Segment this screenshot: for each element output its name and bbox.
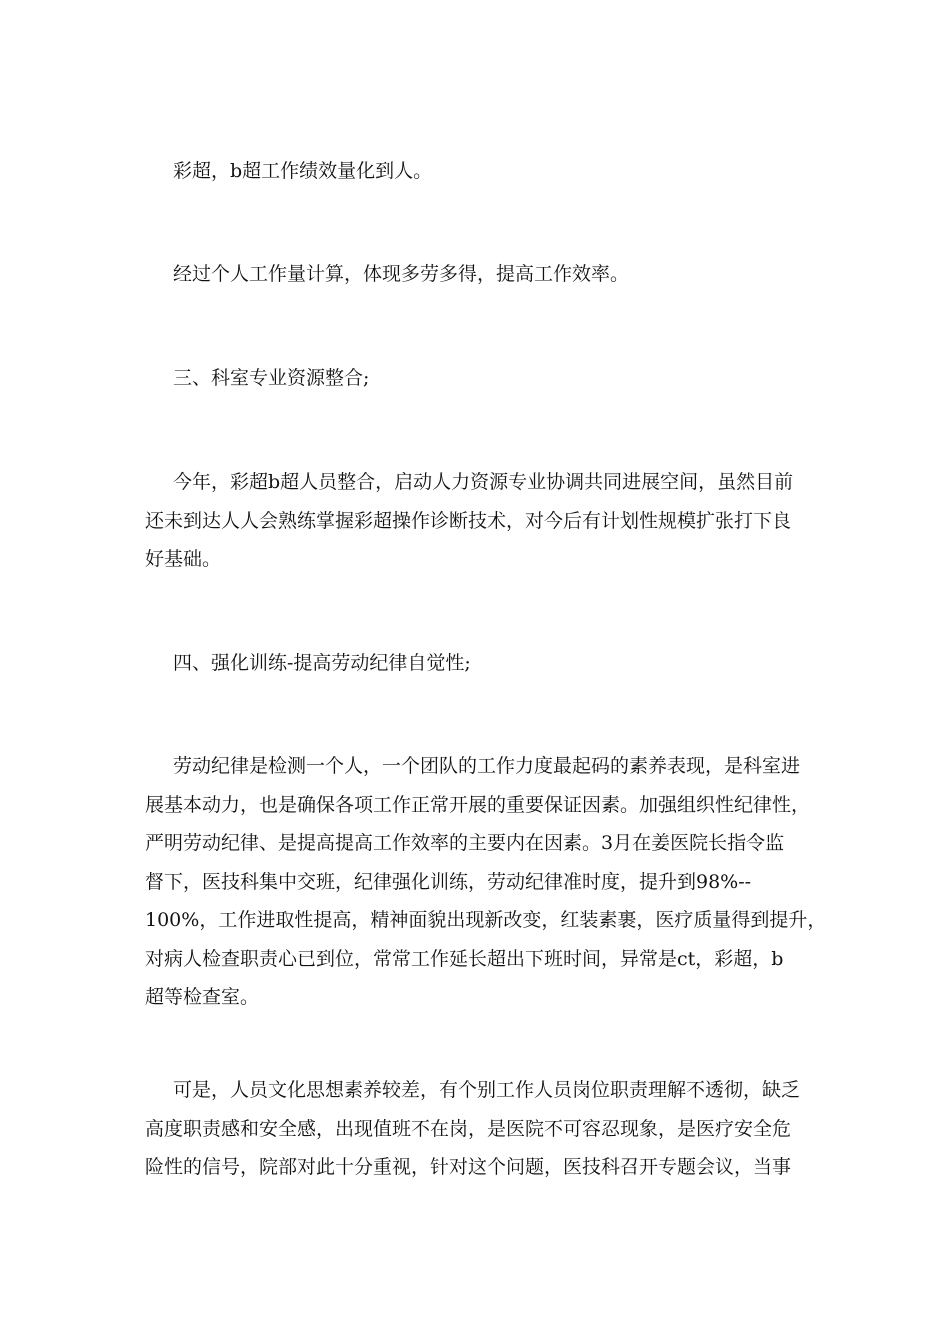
text-line: 展基本动力，也是确保各项工作正常开展的重要保证因素。加强组织性纪律性，: [145, 793, 811, 816]
text-line: 四、强化训练-提高劳动纪律自觉性;: [173, 652, 471, 674]
paragraph-performance-quantification: [145, 152, 809, 191]
text-line: 险性的信号，院部对此十分重视，针对这个问题，医技科召开专题会议，当事: [145, 1156, 792, 1178]
paragraph-labor-discipline: [145, 747, 827, 1017]
text-line: 还未到达人人会熟练掌握彩超操作诊断技术，对今后有计划性规模扩张打下良: [145, 509, 792, 532]
text-line: 三、科室专业资源整合;: [173, 367, 370, 389]
text-line: 高度职责感和安全感，出现值班不在岗，是医院不可容忍现象，是医疗安全危: [145, 1117, 792, 1140]
text-line: 严明劳动纪律、是提高提高工作效率的主要内在因素。3月在姜医院长指令监: [145, 832, 785, 854]
text-line: 彩超，b超工作绩效量化到人。: [173, 160, 433, 182]
text-line: 100%，工作进取性提高，精神面貌出现新改变，红装素裹，医疗质量得到提升，: [145, 909, 827, 931]
section-heading-resource-integration: [145, 359, 809, 398]
paragraph-workload-calculation: [145, 255, 809, 294]
section-heading-discipline-training: [145, 644, 809, 683]
text-line: 督下，医技科集中交班，纪律强化训练，劳动纪律准时度，提升到98%--: [145, 870, 752, 893]
text-line: 经过个人工作量计算，体现多劳多得，提高工作效率。: [173, 263, 630, 285]
paragraph-staff-quality-issues: [145, 1071, 809, 1187]
text-line: 可是，人员文化思想素养较差，有个别工作人员岗位职责理解不透彻，缺乏: [173, 1079, 801, 1101]
text-line: 超等检查室。: [145, 986, 260, 1008]
text-line: 对病人检查职责心已到位，常常工作延长超出下班时间，异常是ct，彩超，b: [145, 947, 784, 970]
text-line: 好基础。: [145, 548, 222, 570]
text-line: 劳动纪律是检测一个人，一个团队的工作力度最起码的素养表现，是科室进: [173, 755, 801, 777]
text-line: 今年，彩超b超人员整合，启动人力资源专业协调共同进展空间，虽然目前: [173, 471, 794, 493]
paragraph-staff-integration: [145, 463, 809, 579]
